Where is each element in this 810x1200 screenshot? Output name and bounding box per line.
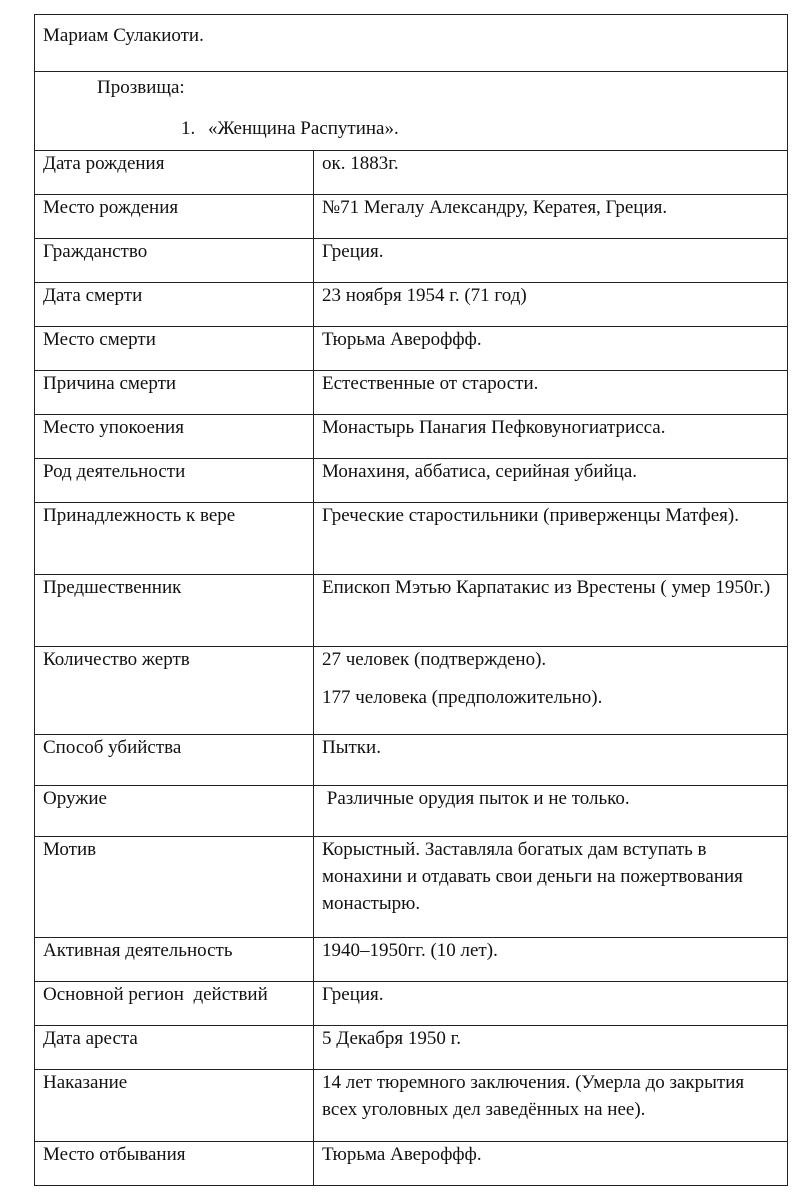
row-value: Пытки. — [314, 735, 788, 786]
nicknames-cell — [35, 72, 788, 151]
table-row — [35, 239, 788, 283]
table-row — [35, 1070, 788, 1142]
row-label: Дата рождения — [35, 151, 314, 195]
table-row — [35, 837, 788, 938]
row-label: Дата ареста — [35, 1026, 314, 1070]
table-row — [35, 459, 788, 503]
nickname-number: 1. — [181, 117, 196, 139]
name-row — [35, 15, 788, 72]
table-row — [35, 327, 788, 371]
table-row — [35, 151, 788, 195]
row-value: Греческие старостильники (приверженцы Матфея). — [314, 503, 788, 575]
row-value: Корыстный. Заставляла богатых дам вступать в монахини и отдавать свои деньги на пожертвования монастырю. — [314, 837, 788, 938]
table-row — [35, 982, 788, 1026]
row-value: Тюрьма Авероффф. — [314, 327, 788, 371]
row-label: Активная деятельность — [35, 938, 314, 982]
row-value: Греция. — [314, 239, 788, 283]
row-label: Мотив — [35, 837, 314, 938]
row-label: Причина смерти — [35, 371, 314, 415]
nicknames-row — [35, 72, 788, 151]
nickname-text: «Женщина Распутина». — [208, 117, 399, 139]
table-row — [35, 647, 788, 735]
row-value: №71 Мегалу Александру, Кератея, Греция. — [314, 195, 788, 239]
row-value: 5 Декабря 1950 г. — [314, 1026, 788, 1070]
row-label: Род деятельности — [35, 459, 314, 503]
table-row — [35, 735, 788, 786]
nickname-item — [97, 116, 779, 143]
row-label: Способ убийства — [35, 735, 314, 786]
row-label: Место рождения — [35, 195, 314, 239]
row-label: Количество жертв — [35, 647, 314, 735]
row-value: Естественные от старости. — [314, 371, 788, 415]
row-label: Наказание — [35, 1070, 314, 1142]
table-row — [35, 503, 788, 575]
table-row — [35, 1026, 788, 1070]
row-value: Монастырь Панагия Пефковуногиатрисса. — [314, 415, 788, 459]
row-value: Монахиня, аббатиса, серийная убийца. — [314, 459, 788, 503]
victims-confirmed: 27 человек (подтверждено). — [322, 649, 547, 670]
row-label: Место смерти — [35, 327, 314, 371]
table-row — [35, 575, 788, 647]
row-label: Место отбывания — [35, 1142, 314, 1186]
row-label: Гражданство — [35, 239, 314, 283]
table-row — [35, 938, 788, 982]
row-value: Епископ Мэтью Карпатакис из Врестены ( умер 1950г.) — [314, 575, 788, 647]
table-row — [35, 786, 788, 837]
row-value-cell — [314, 647, 788, 735]
row-value: Тюрьма Авероффф. — [314, 1142, 788, 1186]
row-value: Различные орудия пыток и не только. — [314, 786, 788, 837]
table-row — [35, 371, 788, 415]
table-row — [35, 195, 788, 239]
row-label: Дата смерти — [35, 283, 314, 327]
row-label: Место упокоения — [35, 415, 314, 459]
row-label: Предшественник — [35, 575, 314, 647]
profile-table — [34, 14, 788, 1186]
table-row — [35, 1142, 788, 1186]
row-value: 14 лет тюремного заключения. (Умерла до закрытия всех уголовных дел заведённых на нее). — [314, 1070, 788, 1142]
nicknames-label: Прозвища: — [97, 77, 185, 98]
row-value: 1940–1950гг. (10 лет). — [314, 938, 788, 982]
table-row — [35, 415, 788, 459]
table-row — [35, 283, 788, 327]
row-label: Основной регион действий — [35, 982, 314, 1026]
row-value: Греция. — [314, 982, 788, 1026]
row-value: 23 ноября 1954 г. (71 год) — [314, 283, 788, 327]
row-label: Оружие — [35, 786, 314, 837]
row-label: Принадлежность к вере — [35, 503, 314, 575]
victims-estimated: 177 человека (предположительно). — [322, 686, 603, 708]
row-value: ок. 1883г. — [314, 151, 788, 195]
name-cell: Мариам Сулакиоти. — [35, 15, 788, 72]
